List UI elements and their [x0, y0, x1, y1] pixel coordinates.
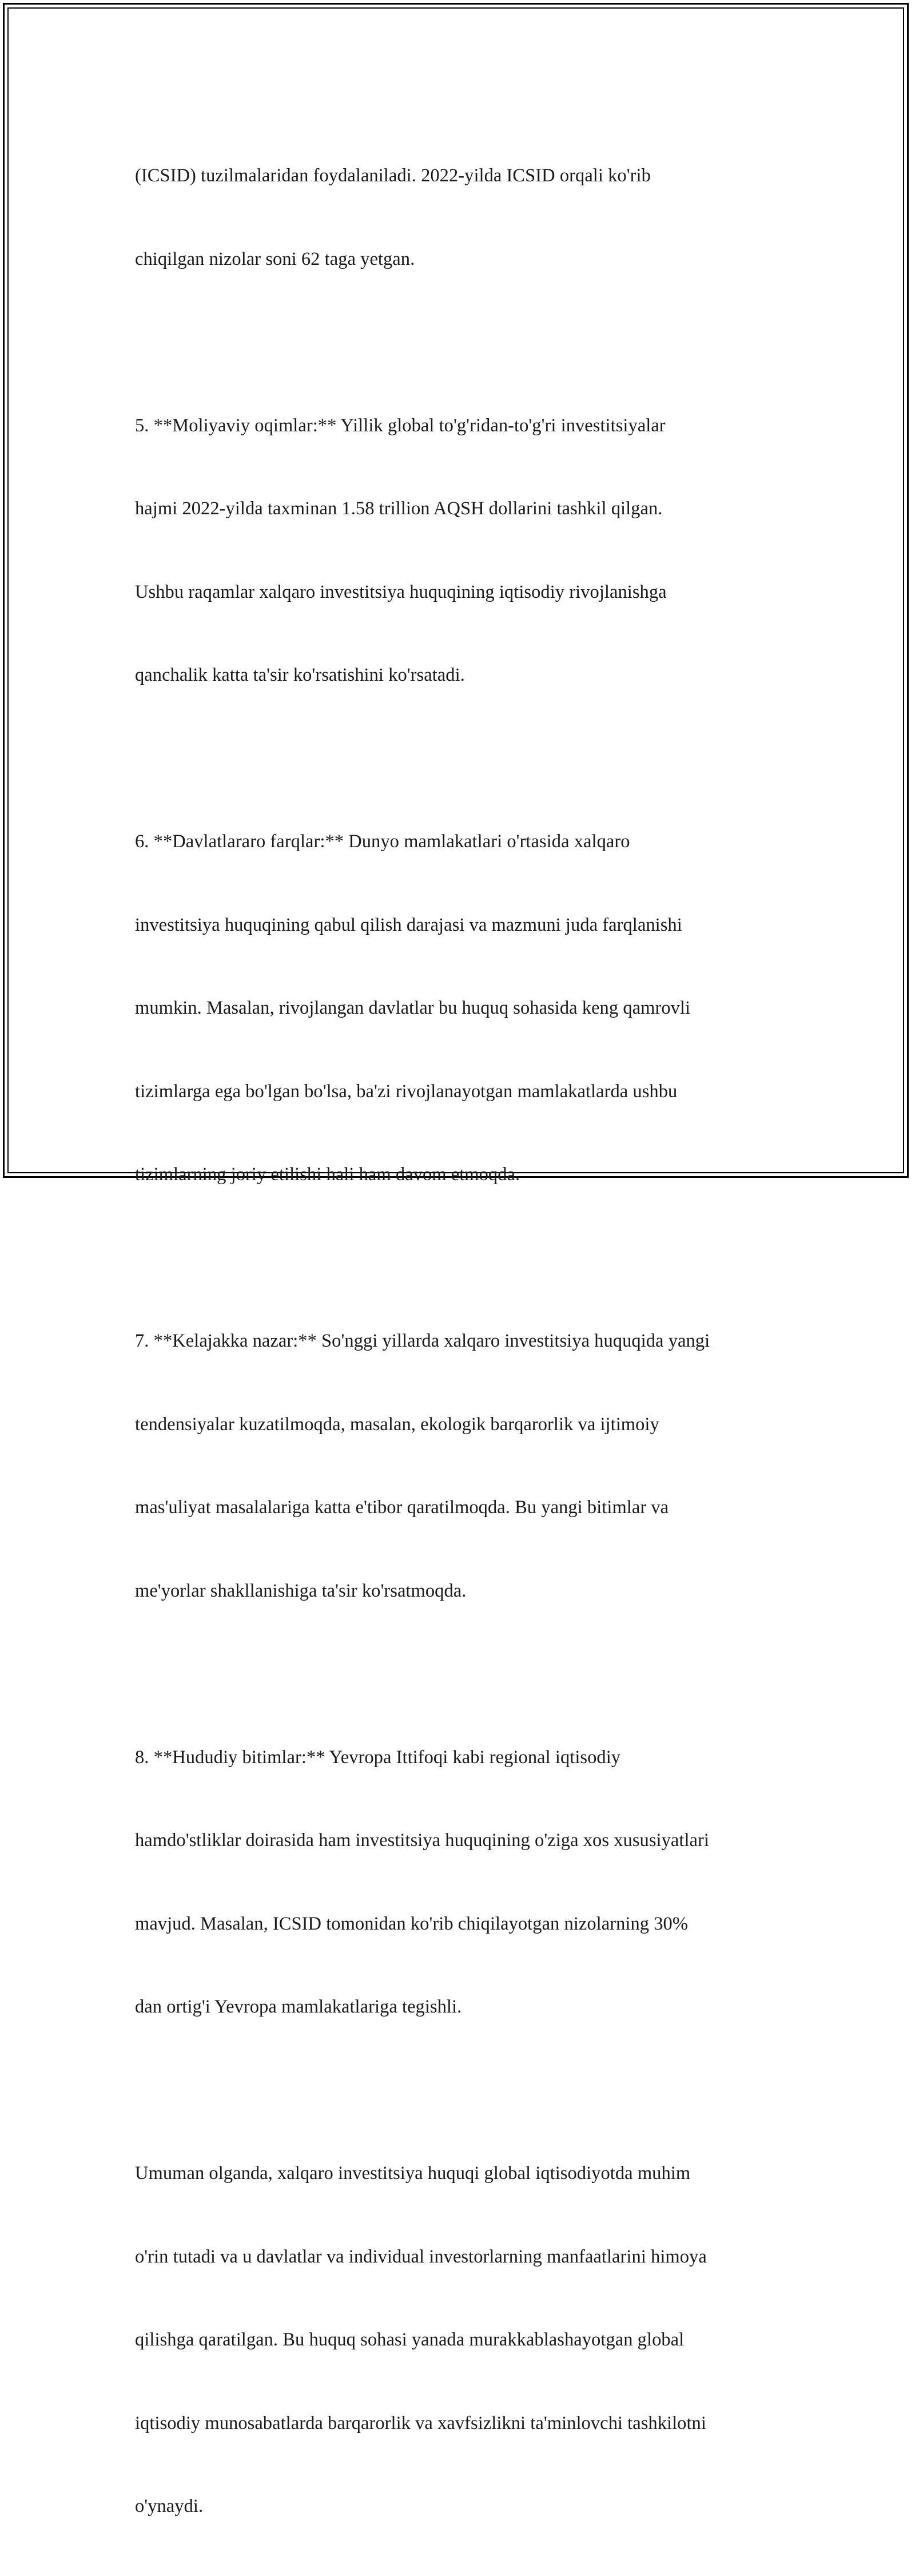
text-line: qilishga qaratilgan. Bu huquq sohasi yanada murakkablashayotgan global [135, 2329, 685, 2350]
text-line: investitsiya huquqining qabul qilish darajasi va mazmuni juda farqlanishi [135, 914, 682, 935]
paragraph-regional-agreements [135, 1688, 787, 2077]
text-line: tizimlarning joriy etilishi hali ham davom etmoqda. [135, 1164, 520, 1185]
text-line: hajmi 2022-yilda taxminan 1.58 trillion AQSH dollarini tashkil qilgan. [135, 498, 663, 519]
text-line: mumkin. Masalan, rivojlangan davlatlar bu huquq sohasida keng qamrovli [135, 998, 691, 1018]
text-line: Umuman olganda, xalqaro investitsiya huquqi global iqtisodiyotda muhim [135, 2163, 691, 2184]
text-line: 7. **Kelajakka nazar:** So'nggi yillarda xalqaro investitsiya huquqida yangi [135, 1331, 710, 1351]
text-line: tizimlarga ega bo'lgan bo'lsa, ba'zi rivojlanayotgan mamlakatlarda ushbu [135, 1081, 678, 1102]
paragraph-conclusion [135, 2104, 787, 2576]
paragraph-interstate-differences [135, 772, 787, 1244]
text-line: tendensiyalar kuzatilmoqda, masalan, ekologik barqarorlik va ijtimoiy [135, 1414, 659, 1435]
text-line: mavjud. Masalan, ICSID tomonidan ko'rib chiqilayotgan nizolarning 30% [135, 1913, 688, 1934]
document-body [135, 106, 787, 2576]
paragraph-future-outlook [135, 1272, 787, 1660]
text-line: dan ortig'i Yevropa mamlakatlariga tegishli. [135, 1997, 462, 2017]
text-line: me'yorlar shakllanishiga ta'sir ko'rsatmoqda. [135, 1580, 467, 1601]
text-line: Ushbu raqamlar xalqaro investitsiya huquqining iqtisodiy rivojlanishga [135, 581, 667, 602]
text-line: hamdo'stliklar doirasida ham investitsiya huquqining o'ziga xos xususiyatlari [135, 1830, 709, 1851]
text-line: iqtisodiy munosabatlarda barqarorlik va xavfsizlikni ta'minlovchi tashkilotni [135, 2412, 706, 2434]
text-line: o'ynaydi. [135, 2496, 204, 2517]
text-line: 8. **Hududiy bitimlar:** Yevropa Ittifoqi kabi regional iqtisodiy [135, 1747, 621, 1768]
text-line: chiqilgan nizolar soni 62 taga yetgan. [135, 248, 415, 269]
paragraph-icsid-disputes [135, 106, 787, 328]
text-line: 6. **Davlatlararo farqlar:** Dunyo mamlakatlari o'rtasida xalqaro [135, 831, 630, 852]
text-line: mas'uliyat masalalariga katta e'tibor qaratilmoqda. Bu yangi bitimlar va [135, 1497, 669, 1518]
text-line: (ICSID) tuzilmalaridan foydalaniladi. 2022-yilda ICSID orqali ko'rib [135, 165, 651, 186]
text-line: qanchalik katta ta'sir ko'rsatishini ko'rsatadi. [135, 665, 465, 685]
text-line: o'rin tutadi va u davlatlar va individual investorlarning manfaatlarini himoya [135, 2246, 707, 2267]
paragraph-financial-flows [135, 356, 787, 745]
text-line: 5. **Moliyaviy oqimlar:** Yillik global to'g'ridan-to'g'ri investitsiyalar [135, 415, 666, 436]
